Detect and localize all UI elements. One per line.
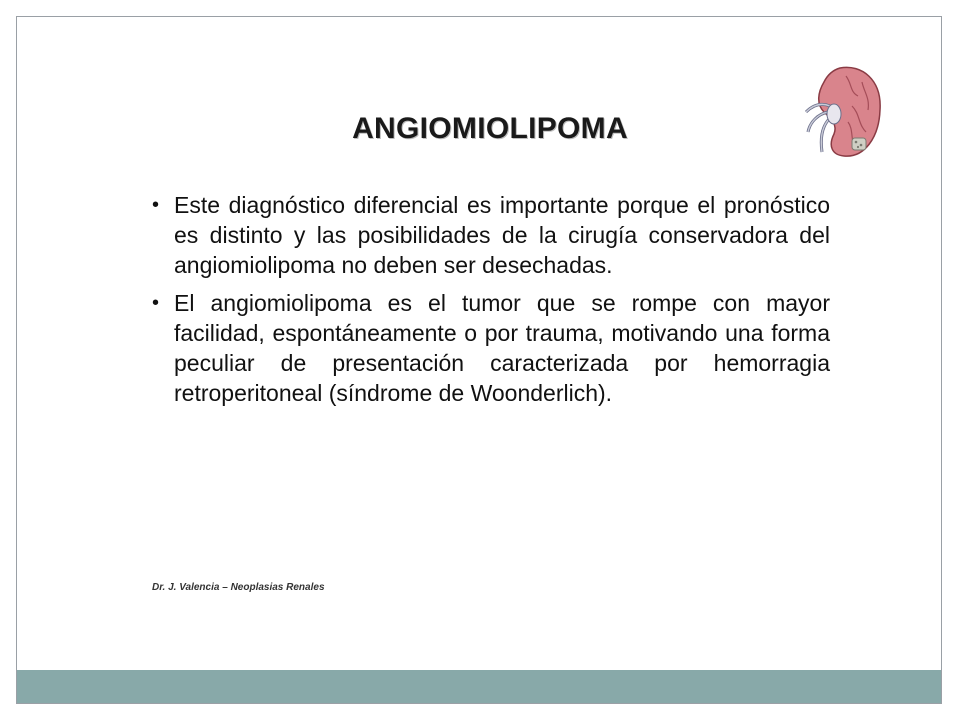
bullet-list [150,190,830,416]
bullet-item [150,190,830,280]
slide-title: ANGIOMIOLIPOMA [352,112,628,145]
bullet-text: El angiomiolipoma es el tumor que se rompe con mayor facilidad, espontáneamente o por trauma, motivando una forma peculiar de presentación caracterizada por hemorragia retroperitoneal (síndrome de Woonderlich). [174,290,830,406]
kidney-illustration-icon [800,62,884,162]
bullet-text: Este diagnóstico diferencial es importante porque el pronóstico es distinto y las posibilidades de la cirugía conservadora del angiomiolipoma no deben ser desechadas. [174,192,830,278]
bullet-marker: • [152,194,160,216]
slide-footer: Dr. J. Valencia – Neoplasias Renales [152,582,325,593]
bullet-item [150,288,830,408]
slide-bottom-band [17,670,941,703]
bullet-marker: • [152,292,160,314]
